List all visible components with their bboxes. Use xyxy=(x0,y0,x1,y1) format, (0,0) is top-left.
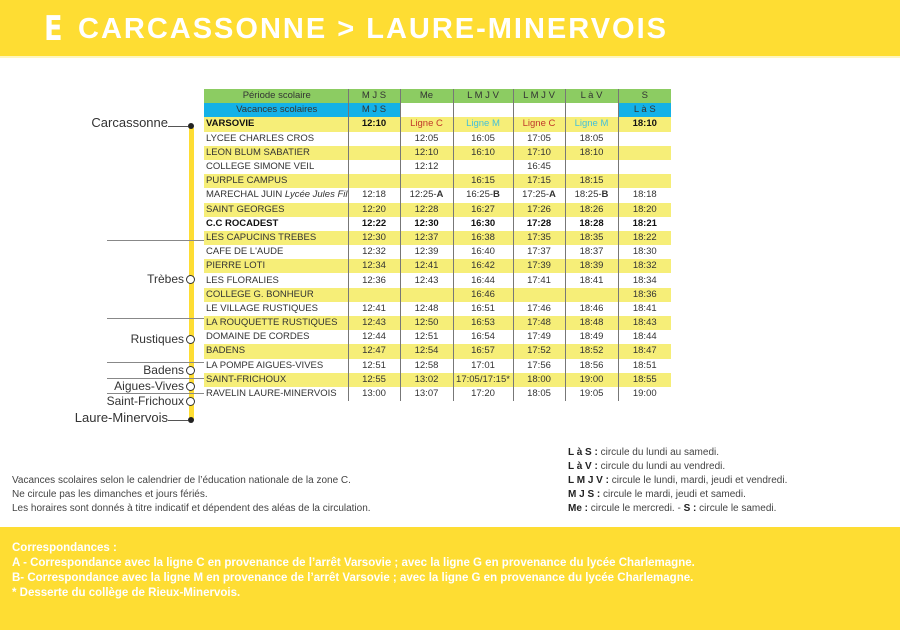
time-cell: 12:44 xyxy=(348,330,400,344)
time-cell: 12:30 xyxy=(348,231,400,245)
time-cell: 18:36 xyxy=(618,288,671,302)
time-cell: 12:25-A xyxy=(400,188,453,202)
time-cell: 12:41 xyxy=(400,259,453,273)
stop-name: SAINT GEORGES xyxy=(204,203,348,217)
time-cell: 18:32 xyxy=(618,259,671,273)
time-cell: 13:00 xyxy=(348,387,400,401)
time-cell: 16:15 xyxy=(453,174,513,188)
time-cell: 18:10 xyxy=(618,117,671,131)
legend-item: L M J V : circule le lundi, mardi, jeudi et vendredi. xyxy=(568,475,788,486)
time-cell: 13:02 xyxy=(400,373,453,387)
table-row xyxy=(204,188,671,202)
time-cell: 17:25-A xyxy=(513,188,565,202)
connector xyxy=(168,126,188,127)
stop-ring-icon xyxy=(186,382,195,391)
footer-title: Correspondances : xyxy=(12,542,117,554)
zone-separator xyxy=(107,318,204,319)
table-row xyxy=(204,160,671,174)
time-cell: 18:41 xyxy=(618,302,671,316)
table-row xyxy=(204,245,671,259)
table-row xyxy=(204,330,671,344)
time-cell: 12:51 xyxy=(400,330,453,344)
time-cell: 18:47 xyxy=(618,344,671,358)
legend-item: L à S : circule du lundi au samedi. xyxy=(568,447,720,458)
time-cell: 18:30 xyxy=(618,245,671,259)
time-cell: 12:41 xyxy=(348,302,400,316)
page-title: CARCASSONNE > LAURE-MINERVOIS xyxy=(78,13,668,45)
time-cell: 18:43 xyxy=(618,316,671,330)
time-cell: 19:05 xyxy=(565,387,618,401)
time-cell: 18:18 xyxy=(618,188,671,202)
time-cell: Ligne M xyxy=(565,117,618,131)
time-cell xyxy=(565,160,618,174)
vacation-label: Vacances scolaires xyxy=(204,103,348,117)
table-row xyxy=(204,132,671,146)
vacation-day: M J S xyxy=(348,103,400,117)
stop-name: LA ROUQUETTE RUSTIQUES xyxy=(204,316,348,330)
legend-item: L à V : circule du lundi au vendredi. xyxy=(568,461,726,472)
time-cell: 13:07 xyxy=(400,387,453,401)
table-row xyxy=(204,288,671,302)
stop-label-laure-minervois: Laure-Minervois xyxy=(74,410,168,425)
vacation-day: L à S xyxy=(618,103,671,117)
table-row xyxy=(204,344,671,358)
time-cell: 12:48 xyxy=(400,302,453,316)
stop-name: SAINT-FRICHOUX xyxy=(204,373,348,387)
time-cell: 17:28 xyxy=(513,217,565,231)
time-cell xyxy=(348,174,400,188)
time-cell: 18:49 xyxy=(565,330,618,344)
time-cell: 12:34 xyxy=(348,259,400,273)
time-cell xyxy=(400,288,453,302)
time-cell xyxy=(400,174,453,188)
period-label: Période scolaire xyxy=(204,89,348,103)
stop-name: COLLEGE SIMONE VEIL xyxy=(204,160,348,174)
legend-item: Me : circule le mercredi. - S : circule le samedi. xyxy=(568,503,777,514)
time-cell: 18:10 xyxy=(565,146,618,160)
stop-ring-icon xyxy=(186,335,195,344)
vacation-day xyxy=(565,103,618,117)
time-cell xyxy=(348,146,400,160)
time-cell: 18:37 xyxy=(565,245,618,259)
time-cell: 12:54 xyxy=(400,344,453,358)
header-row-period xyxy=(204,89,671,103)
stop-ring-icon xyxy=(186,366,195,375)
time-cell: 16:40 xyxy=(453,245,513,259)
table-row xyxy=(204,117,671,131)
time-cell: 18:52 xyxy=(565,344,618,358)
time-cell: 18:20 xyxy=(618,203,671,217)
stop-name: CAFE DE L'AUDE xyxy=(204,245,348,259)
time-cell: 12:05 xyxy=(400,132,453,146)
time-cell: 18:35 xyxy=(565,231,618,245)
time-cell: 17:49 xyxy=(513,330,565,344)
time-cell xyxy=(565,288,618,302)
time-cell: 12:22 xyxy=(348,217,400,231)
time-cell: 18:25-B xyxy=(565,188,618,202)
time-cell: 18:39 xyxy=(565,259,618,273)
time-cell: 17:01 xyxy=(453,359,513,373)
time-cell xyxy=(618,146,671,160)
period-day: L à V xyxy=(565,89,618,103)
time-cell: 18:22 xyxy=(618,231,671,245)
table-row xyxy=(204,174,671,188)
timetable xyxy=(204,89,671,401)
time-cell: 17:48 xyxy=(513,316,565,330)
time-cell: 17:46 xyxy=(513,302,565,316)
stop-label-saint-frichoux: Saint-Frichoux xyxy=(106,394,184,408)
time-cell: 12:51 xyxy=(348,359,400,373)
time-cell: 16:53 xyxy=(453,316,513,330)
period-day: S xyxy=(618,89,671,103)
stop-name: C.C ROCADEST xyxy=(204,217,348,231)
time-cell: 18:46 xyxy=(565,302,618,316)
time-cell: 18:28 xyxy=(565,217,618,231)
stop-label-badens: Badens xyxy=(143,363,184,377)
time-cell xyxy=(618,132,671,146)
time-cell: 18:05 xyxy=(513,387,565,401)
time-cell xyxy=(348,288,400,302)
time-cell: 16:10 xyxy=(453,146,513,160)
stop-name: MARECHAL JUIN Lycée Jules Fil xyxy=(204,188,348,202)
time-cell: 16:54 xyxy=(453,330,513,344)
route-line xyxy=(189,128,194,420)
terminus-dot-icon xyxy=(188,417,194,423)
stop-ring-icon xyxy=(186,275,195,284)
time-cell: 18:48 xyxy=(565,316,618,330)
time-cell: 17:10 xyxy=(513,146,565,160)
time-cell xyxy=(618,160,671,174)
header-divider xyxy=(0,56,900,58)
time-cell: 12:39 xyxy=(400,245,453,259)
time-cell: 16:45 xyxy=(513,160,565,174)
time-cell: 18:26 xyxy=(565,203,618,217)
stop-label-aigues-vives: Aigues-Vives xyxy=(114,379,184,393)
stop-name: RAVELIN LAURE-MINERVOIS xyxy=(204,387,348,401)
period-day: L M J V xyxy=(453,89,513,103)
period-day: M J S xyxy=(348,89,400,103)
stop-name: COLLEGE G. BONHEUR xyxy=(204,288,348,302)
table-row xyxy=(204,231,671,245)
stop-name: PURPLE CAMPUS xyxy=(204,174,348,188)
table-row xyxy=(204,316,671,330)
note: Vacances scolaires selon le calendrier de l’éducation nationale de la zone C. xyxy=(12,475,351,486)
time-cell: 18:44 xyxy=(618,330,671,344)
time-cell: 16:25-B xyxy=(453,188,513,202)
time-cell: 12:43 xyxy=(400,273,453,287)
time-cell: 17:26 xyxy=(513,203,565,217)
connections-footer xyxy=(0,527,900,630)
note: Les horaires sont donnés à titre indicatif et dépendent des aléas de la circulation. xyxy=(12,503,371,514)
time-cell: 18:55 xyxy=(618,373,671,387)
time-cell: 18:41 xyxy=(565,273,618,287)
time-cell: 19:00 xyxy=(565,373,618,387)
line-letter: E xyxy=(44,9,63,49)
footer-note-b: B- Correspondance avec la ligne M en provenance de l’arrêt Varsovie ; avec la ligne G en provenance du lycée Charlemagne. xyxy=(12,572,694,584)
general-notes xyxy=(12,474,371,516)
time-cell: 19:00 xyxy=(618,387,671,401)
time-cell: 17:20 xyxy=(453,387,513,401)
period-day: L M J V xyxy=(513,89,565,103)
table-row xyxy=(204,387,671,401)
zone-separator xyxy=(107,240,204,241)
time-cell: 16:30 xyxy=(453,217,513,231)
vacation-day xyxy=(513,103,565,117)
time-cell: 16:46 xyxy=(453,288,513,302)
stop-name: VARSOVIE xyxy=(204,117,348,131)
stop-name: BADENS xyxy=(204,344,348,358)
time-cell: 18:21 xyxy=(618,217,671,231)
days-legend xyxy=(568,446,787,516)
time-cell: 12:55 xyxy=(348,373,400,387)
table-row xyxy=(204,203,671,217)
time-cell: 18:00 xyxy=(513,373,565,387)
vacation-day xyxy=(400,103,453,117)
time-cell: 16:51 xyxy=(453,302,513,316)
time-cell: 17:35 xyxy=(513,231,565,245)
connector xyxy=(168,420,188,421)
time-cell: 16:44 xyxy=(453,273,513,287)
time-cell: 17:05/17:15* xyxy=(453,373,513,387)
table-row xyxy=(204,259,671,273)
footer-note-a: A - Correspondance avec la ligne C en provenance de l’arrêt Varsovie ; avec la ligne G en provenance du lycée Charlemagne. xyxy=(12,557,695,569)
time-cell: 12:50 xyxy=(400,316,453,330)
time-cell: 18:34 xyxy=(618,273,671,287)
time-cell: 12:10 xyxy=(348,117,400,131)
time-cell: 12:10 xyxy=(400,146,453,160)
time-cell: 16:05 xyxy=(453,132,513,146)
time-cell: Ligne C xyxy=(400,117,453,131)
stop-name: DOMAINE DE CORDES xyxy=(204,330,348,344)
time-cell: 16:57 xyxy=(453,344,513,358)
time-cell: 17:05 xyxy=(513,132,565,146)
stop-name: LES CAPUCINS TREBES xyxy=(204,231,348,245)
time-cell: 12:43 xyxy=(348,316,400,330)
time-cell: 17:15 xyxy=(513,174,565,188)
time-cell: 12:20 xyxy=(348,203,400,217)
table-row xyxy=(204,373,671,387)
time-cell: 17:41 xyxy=(513,273,565,287)
table-row xyxy=(204,217,671,231)
time-cell: Ligne M xyxy=(453,117,513,131)
stop-name: PIERRE LOTI xyxy=(204,259,348,273)
time-cell: 12:18 xyxy=(348,188,400,202)
stop-label-rustiques: Rustiques xyxy=(130,332,184,346)
time-cell: 17:37 xyxy=(513,245,565,259)
time-cell: 16:42 xyxy=(453,259,513,273)
page-header xyxy=(0,0,900,56)
time-cell: 16:38 xyxy=(453,231,513,245)
time-cell xyxy=(348,132,400,146)
note: Ne circule pas les dimanches et jours fériés. xyxy=(12,489,208,500)
time-cell: 12:37 xyxy=(400,231,453,245)
time-cell: 17:56 xyxy=(513,359,565,373)
time-cell: Ligne C xyxy=(513,117,565,131)
vacation-day xyxy=(453,103,513,117)
time-cell xyxy=(513,288,565,302)
time-cell: 16:27 xyxy=(453,203,513,217)
time-cell: 12:12 xyxy=(400,160,453,174)
terminus-dot-icon xyxy=(188,123,194,129)
table-row xyxy=(204,359,671,373)
time-cell: 18:15 xyxy=(565,174,618,188)
stop-name: LA POMPE AIGUES-VIVES xyxy=(204,359,348,373)
time-cell: 18:56 xyxy=(565,359,618,373)
time-cell: 12:58 xyxy=(400,359,453,373)
stop-name: LEON BLUM SABATIER xyxy=(204,146,348,160)
stop-name: LYCEE CHARLES CROS xyxy=(204,132,348,146)
time-cell: 12:36 xyxy=(348,273,400,287)
time-cell: 18:51 xyxy=(618,359,671,373)
stop-label-carcassonne: Carcassonne xyxy=(91,115,168,130)
legend-item: M J S : circule le mardi, jeudi et samedi. xyxy=(568,489,746,500)
time-cell: 12:32 xyxy=(348,245,400,259)
footer-note-star: * Desserte du collège de Rieux-Minervois. xyxy=(12,587,241,599)
table-row xyxy=(204,302,671,316)
time-cell: 17:52 xyxy=(513,344,565,358)
time-cell xyxy=(618,174,671,188)
time-cell: 12:47 xyxy=(348,344,400,358)
table-row xyxy=(204,146,671,160)
time-cell xyxy=(348,160,400,174)
time-cell: 12:28 xyxy=(400,203,453,217)
time-cell xyxy=(453,160,513,174)
time-cell: 12:30 xyxy=(400,217,453,231)
period-day: Me xyxy=(400,89,453,103)
table-row xyxy=(204,273,671,287)
header-row-vacation xyxy=(204,103,671,117)
stop-name: LE VILLAGE RUSTIQUES xyxy=(204,302,348,316)
stop-label-trebes: Trèbes xyxy=(147,272,184,286)
time-cell: 17:39 xyxy=(513,259,565,273)
stop-ring-icon xyxy=(186,397,195,406)
time-cell: 18:05 xyxy=(565,132,618,146)
stop-name: LES FLORALIES xyxy=(204,273,348,287)
